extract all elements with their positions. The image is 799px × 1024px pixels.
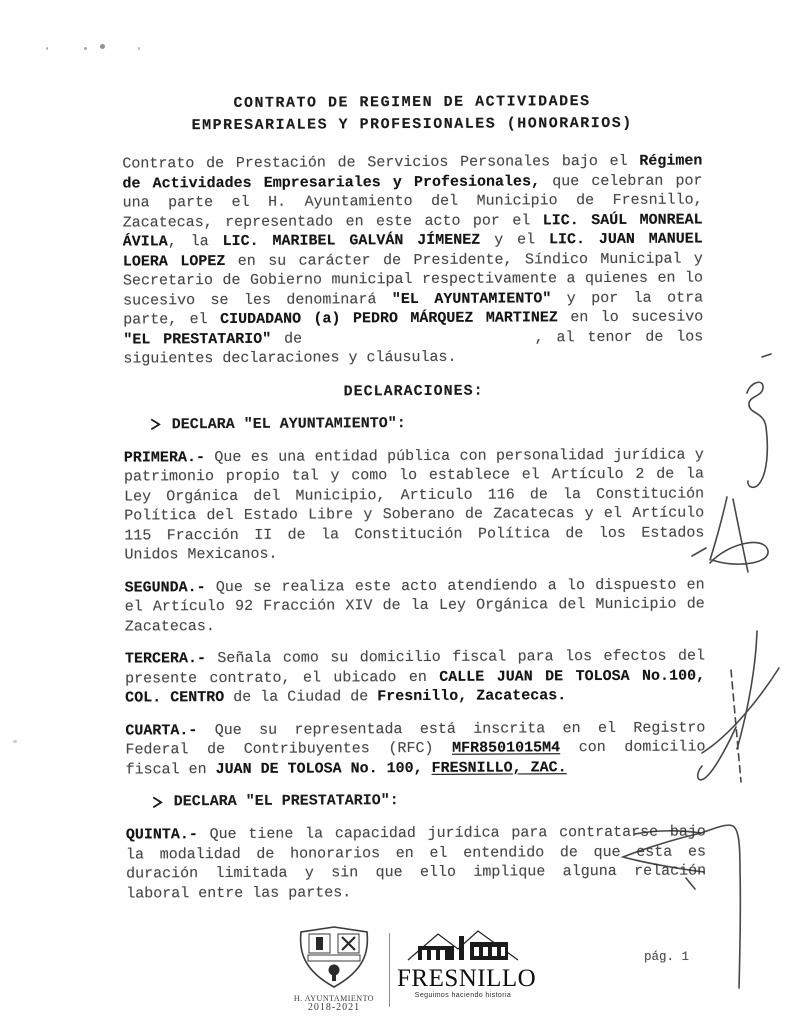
crest-caption-line1: H. AYUNTAMIENTO	[293, 994, 375, 1003]
clause-primera: PRIMERA.- Que es una entidad pública con personalidad jurídica y patrimonio propio tal y como lo establece el Artículo 2 de la Ley Orgánica del Municipio, Articulo 116 de la Constitución Política del Estado Libre y Soberano de Zacatecas y el Artículo 115 Fracción II de la Constitución Política de los Estados Unidos Mexicanos.	[123, 445, 705, 564]
page-number: pág. 1	[644, 950, 690, 964]
pen-margin-line	[701, 825, 740, 988]
scan-speck	[100, 44, 105, 49]
declara-ayuntamiento-label: DECLARA "EL AYUNTAMIENTO":	[171, 414, 406, 433]
clause-tercera: TERCERA.- Señala como su domicilio fiscal para los efectos del presente contrato, el ubicado en CALLE JUAN DE TOLOSA No.100, COL. CENTRO de la Ciudad de Fresnillo, Zacatecas.	[124, 647, 706, 707]
scan-speck	[138, 47, 140, 50]
fresnillo-buildings-icon	[404, 929, 522, 962]
scan-speck	[84, 47, 87, 50]
title-line-2: EMPRESARIALES Y PROFESIONALES (HONORARIOS)	[191, 114, 633, 135]
arrowhead-bullet-icon	[150, 418, 161, 430]
declara-prestatario-heading	[152, 790, 706, 810]
clause-segunda: SEGUNDA.- Que se realiza este acto atendiendo a lo dispuesto en el Artículo 92 Fracción XIV de la Ley Orgánica del Municipio de Zacatecas.	[124, 575, 705, 636]
pen-scribble-bow	[710, 542, 768, 564]
document-title	[122, 90, 702, 137]
pen-scribble-x	[737, 631, 757, 749]
city-crest-icon	[295, 925, 373, 989]
city-crest-logo	[291, 925, 377, 1012]
document-content	[122, 90, 706, 916]
pen-scribble-right-margin	[747, 382, 767, 487]
fresnillo-wordmark: FRESNILLO	[397, 965, 537, 992]
clause-quinta: QUINTA.- Que tiene la capacidad jurídica para contratarse bajo la modalidad de honorarios en el entendido de que esta es duración limitada y sin que ello implique alguna relación laboral entre las partes.	[125, 823, 707, 903]
fresnillo-logo	[397, 929, 537, 999]
footer-divider	[389, 933, 390, 1007]
pen-scribble-bow	[710, 497, 727, 560]
fresnillo-tagline: Seguimos haciendo historia	[414, 992, 512, 999]
pen-scribble-x	[702, 668, 779, 753]
declaraciones-heading: DECLARACIONES:	[343, 382, 484, 400]
scan-speck	[13, 740, 17, 743]
pen-scribble-x	[731, 670, 741, 782]
title-line-1: CONTRATO DE REGIMEN DE ACTIVIDADES	[233, 93, 591, 112]
pen-scribble-bow	[733, 499, 748, 572]
declara-prestatario-label: DECLARA "EL PRESTATARIO":	[173, 792, 399, 811]
clause-cuarta: CUARTA.- Que su representada está inscrita en el Registro Federal de Contribuyentes (RFC) MFR8501015M4 con domicilio fiscal en JUAN DE TOLOSA No. 100, FRESNILLO, ZAC.	[125, 718, 706, 779]
intro-paragraph: Contrato de Prestación de Servicios Personales bajo el Régimen de Actividades Empresariales y Profesionales, que celebran por una parte el H. Ayuntamiento del Municipio de Fresnillo, Zacatecas, representado en este acto por el LIC. SAÚL MONREAL ÁVILA, la LIC. MARIBEL GALVÁN JÍMENEZ y el LIC. JUAN MANUEL LOERA LOPEZ en su carácter de Presidente, Síndico Municipal y Secretario de Gobierno municipal respectivamente a quienes en lo sucesivo se les denominará "EL AYUNTAMIENTO" y por la otra parte, el CIUDADANO (a) PEDRO MÁRQUEZ MARTINEZ en lo sucesivo "EL PRESTATARIO" de , al tenor de los siguientes declaraciones y cláusulas.	[122, 152, 704, 368]
arrowhead-bullet-icon	[152, 796, 163, 808]
crest-caption-line2: 2018-2021	[307, 1002, 361, 1013]
declara-ayuntamiento-heading	[150, 413, 704, 433]
scan-speck	[46, 47, 48, 50]
pen-dash	[762, 354, 771, 357]
